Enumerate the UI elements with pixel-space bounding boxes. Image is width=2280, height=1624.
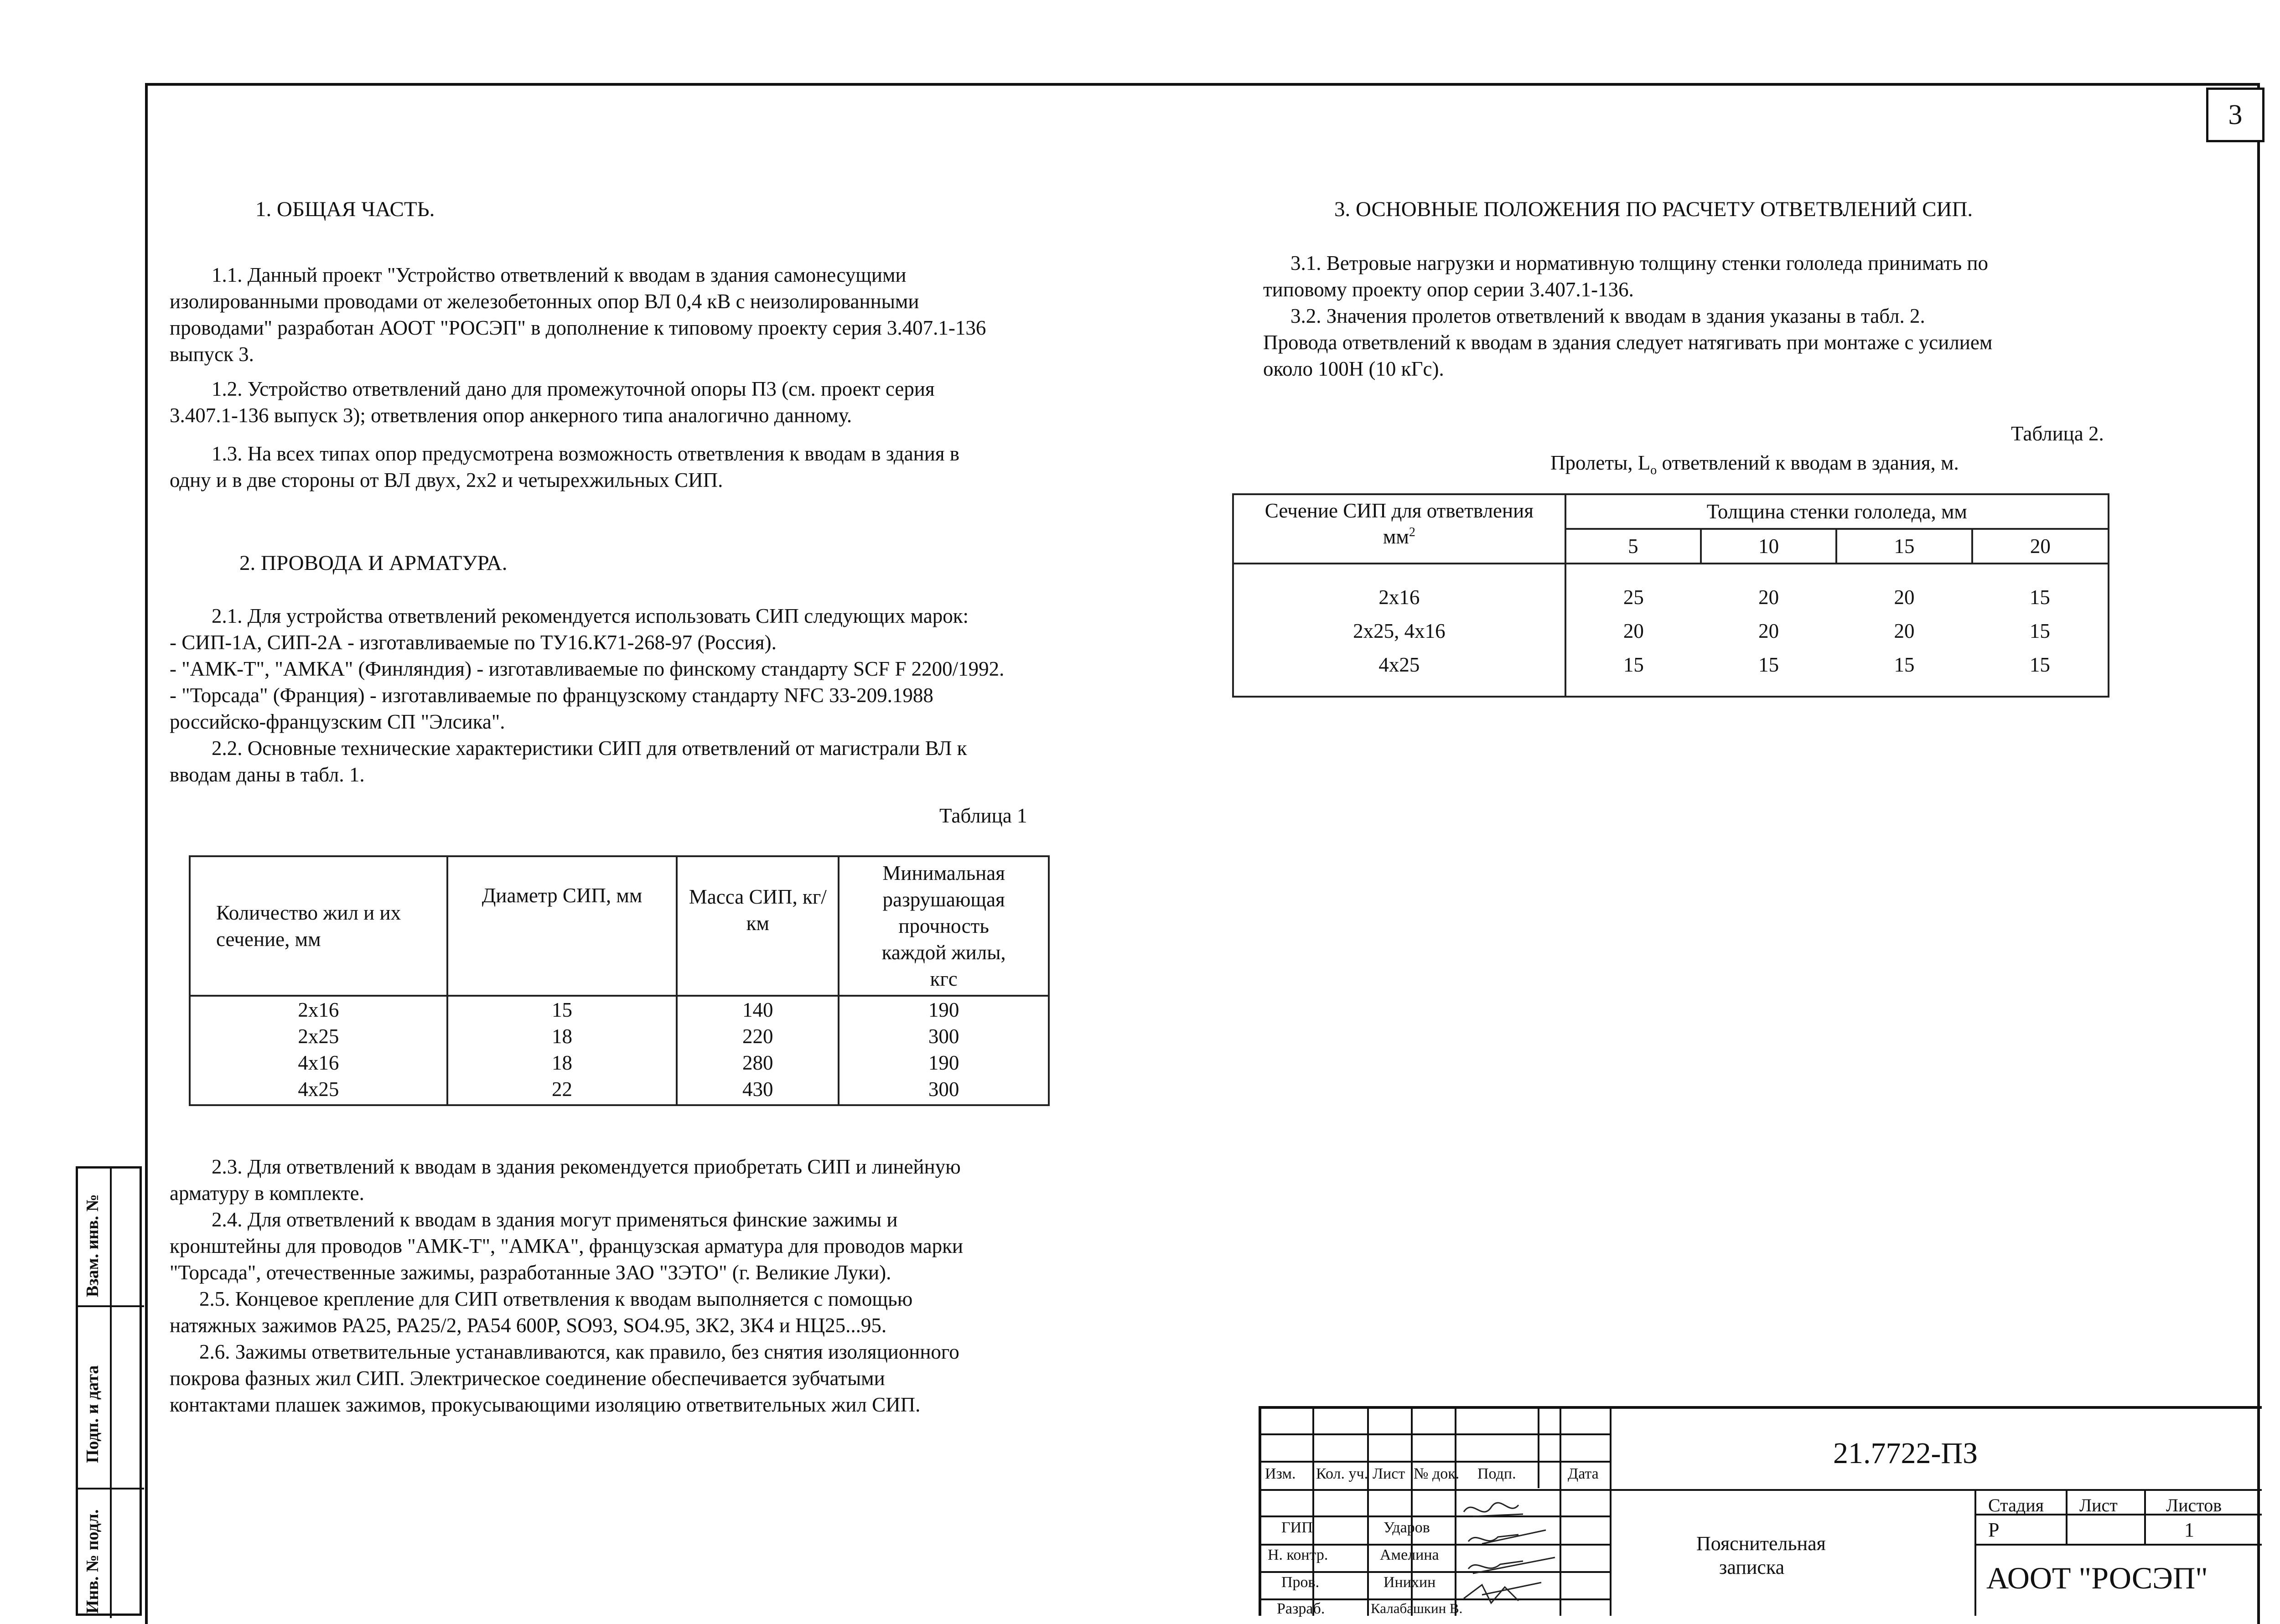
table1-header-cores: Количество жил и их сечение, мм xyxy=(190,856,447,996)
tb-col-doc: № док. xyxy=(1414,1465,1460,1482)
tb-role-gip: ГИП xyxy=(1281,1519,1313,1536)
tb-stage-value: Р xyxy=(1988,1519,2000,1541)
table2-thickness-10: 10 xyxy=(1701,529,1836,564)
section2-title: 2. ПРОВОДА И АРМАТУРА. xyxy=(239,551,508,575)
section2-text-b: 2.3. Для ответвлений к вводам в здания рекомендуется приобретать СИП и линейную арматуру в комплекте. 2.4. Для ответвлений к вводам в здания могут применяться финские зажимы и кронштейны для проводов "АМК-Т", "АМКА", французская арматура для проводов марки "Торсада", отечественные зажимы, разработанные ЗАО "ЗЭТО" (г. Великие Луки). 2.5. Концевое крепление для СИП ответвления к вводам выполняется с помощью натяжных зажимов РА25, РА25/2, РА54 600Р, SO93, SO4.95, 3К2, 3К4 и НЦ25...95. 2.6. Зажимы ответвительные устанавливаются, как правило, без снятия изоляционного покрова фазных жил СИП. Электрическое соединение обеспечивается зубчатыми контактами плашек зажимов, прокусывающими изоляцию ответвительных жил СИП. xyxy=(170,1155,964,1416)
table1-caption: Таблица 1 xyxy=(939,804,1027,827)
table2-r1c2: 20 xyxy=(1701,564,1836,609)
section1-para-2: 1.2. Устройство ответвлений дано для промежуточной опоры П3 (см. проект серия 3.407.1-136 выпуск 3); ответвления опор анкерного типа аналогично данному. xyxy=(170,378,935,427)
tb-name-4: Калабашкин В. xyxy=(1371,1600,1463,1616)
tb-doc-code: 21.7722-ПЗ xyxy=(1833,1437,1978,1470)
tb-name-1: Ударов xyxy=(1384,1519,1430,1536)
tb-col-kol: Кол. уч. xyxy=(1316,1465,1368,1482)
table2-r2c4: 15 xyxy=(1972,609,2109,653)
table1-col-cores: 2х16 2х25 4х16 4х25 xyxy=(190,996,447,1105)
tb-role-razrab: Разраб. xyxy=(1277,1600,1325,1617)
table2-r1c4: 15 xyxy=(1972,564,2109,609)
table2 xyxy=(1232,493,2109,698)
side-label-replace-inv: Взам. инв. № xyxy=(83,1194,102,1297)
tb-doc-title-2: записка xyxy=(1719,1556,1785,1578)
table2-r3c2: 15 xyxy=(1701,653,1836,697)
tb-doc-title-1: Пояснительная xyxy=(1696,1532,1826,1555)
tb-col-date: Дата xyxy=(1568,1465,1599,1482)
table2-row1-section: 2х16 xyxy=(1233,564,1565,609)
side-stamp xyxy=(76,1166,142,1616)
section2-text-a: 2.1. Для устройства ответвлений рекомендуется использовать СИП следующих марок: - СИП-1А, СИП-2А - изготавливаемые по ТУ16.К71-268-97 (Россия). - "АМК-Т", "АМКА" (Финляндия) - изготавливаемые по финскому стандарту SCF F 2200/1992. - "Торсада" (Франция) - изготавливаемые по французскому стандарту NFC 33-209.1988 российско-французским СП "Элсика". 2.2. Основные технические характеристики СИП для ответвлений от магистрали ВЛ к вводам даны в табл. 1. xyxy=(170,605,1005,786)
tb-col-izm: Изм. xyxy=(1265,1465,1296,1482)
tb-name-3: Инихин xyxy=(1384,1574,1436,1591)
tb-sheets-label: Листов xyxy=(2166,1495,2222,1515)
page-number: 3 xyxy=(2206,88,2264,142)
table2-title: Пролеты, $L_о$ ответвлений к вводам в здания, м. xyxy=(1550,451,1959,477)
table1 xyxy=(189,855,1050,1106)
table2-thickness-5: 5 xyxy=(1565,529,1701,564)
table1-col-strength: 190 300 190 300 xyxy=(839,996,1049,1105)
table2-row3-section: 4х25 xyxy=(1233,653,1565,697)
section1-title: 1. ОБЩАЯ ЧАСТЬ. xyxy=(255,197,435,221)
table2-header-section: Сечение СИП для ответвления $мм^2$ xyxy=(1233,494,1565,564)
tb-role-prov: Пров. xyxy=(1281,1574,1320,1591)
table2-r2c3: 20 xyxy=(1894,620,1915,642)
table2-thickness-15: 15 xyxy=(1836,529,1972,564)
tb-sheets-value: 1 xyxy=(2184,1519,2194,1541)
table2-row2-section: 2х25, 4х16 xyxy=(1233,609,1565,653)
section1-para-3: 1.3. На всех типах опор предусмотрена возможность ответвления к вводам в здания в одну и в две стороны от ВЛ двух, 2х2 и четырехжильных СИП. xyxy=(170,442,960,491)
table2-r3c1: 15 xyxy=(1565,653,1701,697)
tb-role-nkontr: Н. контр. xyxy=(1268,1546,1328,1563)
section3-text: 3.1. Ветровые нагрузки и нормативную толщину стенки гололеда принимать по типовому проекту опор серии 3.407.1-136. 3.2. Значения пролетов ответвлений к вводам в здания указаны в табл. 2. Провода ответвлений к вводам в здания следует натягивать при монтаже с усилием около 100Н (10 кГс). xyxy=(1263,252,1993,380)
table2-r3c3: 15 xyxy=(1836,653,1972,697)
table1-col-mass: 140 220 280 430 xyxy=(677,996,839,1105)
table2-r2c1: 20 xyxy=(1565,609,1701,653)
table2-r1c3: 20 xyxy=(1836,564,1972,609)
table2-r2c2: 20 xyxy=(1758,620,1779,642)
table1-header-diameter: Диаметр СИП, мм xyxy=(447,856,677,996)
side-label-orig-inv: Инв. № подл. xyxy=(83,1509,102,1614)
tb-stage-label: Стадия xyxy=(1988,1495,2044,1515)
tb-col-sign: Подп. xyxy=(1477,1465,1516,1482)
tb-organization: АООТ "РОСЭП" xyxy=(1986,1561,2208,1595)
table2-r3c4: 15 xyxy=(1972,653,2109,697)
signatures-drawing xyxy=(1455,1489,1610,1616)
table2-thickness-20: 20 xyxy=(1972,529,2109,564)
side-label-sign-date: Подп. и дата xyxy=(83,1365,102,1463)
tb-name-2: Амелина xyxy=(1380,1546,1439,1563)
table1-header-mass: Масса СИП, кг/км xyxy=(677,856,839,996)
tb-sheet-label: Лист xyxy=(2079,1495,2118,1515)
title-block xyxy=(1259,1406,2262,1616)
table2-r1c1: 25 xyxy=(1565,564,1701,609)
table1-header-strength: Минимальная разрушающая прочность каждой жилы, кгс xyxy=(839,856,1049,996)
table1-col-diameter: 15 18 18 22 xyxy=(447,996,677,1105)
tb-col-list: Лист xyxy=(1373,1465,1405,1482)
table2-header-thickness: Толщина стенки гололеда, мм xyxy=(1565,494,2109,529)
section1-para-1: 1.1. Данный проект "Устройство ответвлений к вводам в здания самонесущими изолированными проводами от железобетонных опор ВЛ 0,4 кВ с неизолированными проводами" разработан АООТ "РОСЭП" в дополнение к типовому проекту серия 3.407.1-136 выпуск 3. xyxy=(170,264,986,366)
table2-caption: Таблица 2. xyxy=(2011,422,2104,445)
section3-title: 3. ОСНОВНЫЕ ПОЛОЖЕНИЯ ПО РАСЧЕТУ ОТВЕТВЛЕНИЙ СИП. xyxy=(1334,197,1973,221)
